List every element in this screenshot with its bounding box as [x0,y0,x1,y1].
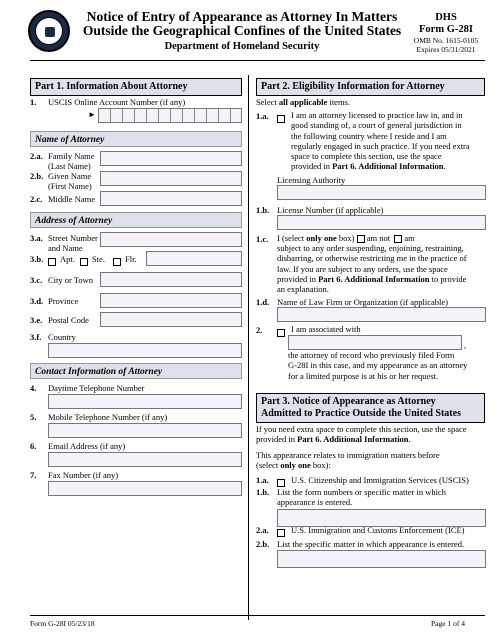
p2-q2-line2: the attorney of record who previously filed Form [288,350,455,360]
part3-intro-line1: If you need extra space to complete this section, use the space [256,424,467,434]
licensed-attorney-checkbox[interactable] [277,110,285,128]
ice-checkbox-box[interactable] [277,529,285,537]
p2-q1c-line1 [277,233,486,243]
q3c-number: 3.c. [30,275,43,285]
form-id: Form G-28I [419,24,473,35]
part2-intro [256,97,350,107]
p2-q1c-line4: law. If you are subject to any orders, use the space [277,263,448,274]
q3a-label [48,233,98,253]
q5-label: Mobile Telephone Number (if any) [48,412,168,422]
part1-header: Part 1. Information About Attorney [30,78,242,96]
q3f-label: Country [48,332,76,342]
q1-label: USCIS Online Account Number (if any) [48,97,186,107]
q4-label: Daytime Telephone Number [48,383,145,393]
q6-label: Email Address (if any) [48,441,126,451]
unit-number-input[interactable] [146,251,242,266]
part3-intro-2 [256,450,488,471]
am-not-checkbox[interactable] [357,235,365,243]
ice-label: U.S. Immigration and Customs Enforcement (ICE) [291,525,465,535]
fax-input[interactable] [48,481,242,496]
flr-checkbox-box[interactable] [113,258,121,266]
omb-info [405,36,487,54]
p2-q1a-line1: I am an attorney licensed to practice law in, and in [291,110,463,120]
column-divider [248,75,249,620]
part3-intro2-bold: Part 6. Additional Information [297,434,409,445]
q2a-label-line2: (Last Name) [48,161,91,171]
q3d-label: Province [48,296,79,306]
p2-q1a-line5: space to complete this section, use the space [291,151,442,162]
uscis-account-input[interactable] [98,108,242,123]
footer-divider [30,615,485,616]
p2-q1c-post: box) [336,233,355,243]
city-input[interactable] [100,272,242,287]
q2a-label-line1: Family Name [48,151,95,161]
license-number-input[interactable] [277,215,486,230]
flr-checkbox[interactable] [113,253,121,271]
q3a-label-line2: and Name [48,243,83,253]
licensing-authority-input[interactable] [277,185,486,200]
p2-q1c-line3: disbarring, or otherwise restricting me in the practice of [277,253,467,264]
p2-q1c-bold: only one [306,233,337,243]
dhs-seal-icon [28,10,70,52]
am-checkbox[interactable] [394,235,402,243]
p2-q1c-line5-post: to provide [429,273,467,284]
ice-matter-input[interactable] [277,550,486,568]
p3-q1b-line2: appearance is entered. [277,497,353,507]
p2-q1a-line3: the following country where I reside and I am [291,130,447,141]
part3-intro4-bold: only one [280,460,311,471]
q2b-number: 2.b. [30,171,44,181]
part2-intro-pre: Select [256,97,279,107]
q3d-number: 3.d. [30,296,44,306]
p2-q1a-line4: regularly engaged in such practice. If you need extra [291,140,470,151]
given-name-input[interactable] [100,171,242,186]
q2c-label: Middle Name [48,194,95,204]
middle-name-input[interactable] [100,191,242,206]
part2-intro-bold: all applicable [278,97,328,107]
p3-q1b-label [277,487,446,507]
p2-q1a-line6 [291,161,486,171]
province-input[interactable] [100,293,242,308]
ste-label: Ste. [92,254,105,264]
am-not-label: am not [366,233,391,243]
apt-checkbox[interactable] [48,253,56,271]
p2-q1d-number: 1.d. [256,297,270,307]
p3-q2b-number: 2.b. [256,539,270,549]
postal-code-input[interactable] [100,312,242,327]
p2-q1c-pre: I (select [277,233,307,243]
q5-number: 5. [30,412,37,422]
ice-matter-label: List the specific matter in which appearance is entered. [277,539,465,549]
q4-number: 4. [30,383,37,393]
arrow-icon: ► [88,110,96,119]
q3c-label: City or Town [48,275,94,285]
p2-q2-text [288,350,488,381]
p2-q1c-line5 [277,274,486,284]
q7-label: Fax Number (if any) [48,470,119,480]
ste-checkbox-box[interactable] [80,258,88,266]
q3a-label-line1: Street Number [48,233,98,243]
family-name-input[interactable] [100,151,242,166]
p2-q2-line4: for a limited purpose is at his or her request. [288,370,439,381]
part3-intro4-pre: (select [256,460,281,471]
law-firm-input[interactable] [277,307,486,322]
name-section-header: Name of Attorney [30,131,242,147]
footer-form-edition: Form G-28I 05/23/18 [30,619,95,628]
q6-number: 6. [30,441,37,451]
p2-q1c-number: 1.c. [256,234,269,244]
associated-checkbox[interactable] [277,324,285,342]
street-input[interactable] [100,232,242,247]
department-name: Department of Homeland Security [164,41,320,52]
title-line-1: Notice of Entry of Appearance as Attorney In Matters [86,9,398,24]
part3-intro-line2 [256,434,488,444]
part2-header: Part 2. Eligibility Information for Attorney [256,78,485,96]
p2-q1a-number: 1.a. [256,111,269,121]
law-firm-label: Name of Law Firm or Organization (if applicable) [277,297,448,307]
licensing-authority-label: Licensing Authority [277,175,346,185]
apt-label: Apt. [60,254,75,264]
q3e-label: Postal Code [48,315,89,325]
title-line-2: Outside the Geographical Confines of the United States [82,23,402,38]
attorney-of-record-input[interactable] [288,335,462,350]
p2-q1a-line2: good standing of, a court of general jurisdiction in [291,120,462,131]
expiration-date: Expires 05/31/2021 [416,45,476,54]
license-number-label: License Number (if applicable) [277,205,384,215]
part3-intro2-post: . [408,434,411,445]
address-section-header: Address of Attorney [30,212,242,228]
am-label: am [404,233,415,243]
q2b-label [48,171,92,191]
p3-q1b-line1: List the form numbers or specific matter in which [277,487,447,497]
p2-q1a-line6-pre: provided in [291,161,333,172]
part3-intro4-post: box): [310,460,331,471]
q3f-number: 3.f. [30,332,42,342]
p2-q1a-line6-bold: Part 6. Additional Information [332,161,444,172]
q7-number: 7. [30,470,37,480]
contact-section-header: Contact Information of Attorney [30,363,242,379]
email-input[interactable] [48,452,242,467]
q2b-label-line1: Given Name [48,171,92,181]
q3e-number: 3.e. [30,315,43,325]
q2c-number: 2.c. [30,194,43,204]
q1-number: 1. [30,97,37,107]
part3-intro-line4 [256,460,488,470]
p3-q1a-number: 1.a. [256,475,269,485]
part3-title-line2: Admitted to Practice Outside the United States [261,408,461,419]
p2-q2-line3: G-28I in this case, and my appearance as an attorney [288,360,468,371]
p2-q1c-line6: an explanation. [277,284,329,295]
flr-label: Flr. [125,254,137,264]
p3-q2a-number: 2.a. [256,525,269,535]
header-divider [30,60,485,61]
p2-q1a-text [291,110,486,172]
apt-checkbox-box[interactable] [48,258,56,266]
omb-number: OMB No. 1615-0105 [413,36,479,45]
p3-q1b-number: 1.b. [256,487,270,497]
q2b-label-line2: (First Name) [48,181,92,191]
daytime-phone-input[interactable] [48,394,242,409]
p2-q1c-line5-pre: provided in [277,273,319,284]
mobile-phone-input[interactable] [48,423,242,438]
ste-checkbox[interactable] [80,253,88,271]
form-identifier [405,12,487,36]
q3a-number: 3.a. [30,233,43,243]
p2-q1c-line2: subject to any order suspending, enjoining, restraining, [277,243,464,253]
part3-intro2-pre: provided in [256,434,298,445]
part2-intro-post: items. [327,97,350,107]
country-input[interactable] [48,343,242,358]
p2-q1c-line5-bold: Part 6. Additional Information [318,273,430,284]
uscis-label: U.S. Citizenship and Immigration Services (USCIS) [291,475,469,485]
associated-checkbox-box[interactable] [277,329,285,337]
q3b-number: 3.b. [30,254,44,264]
q2a-label [48,151,95,171]
comma-text: , [464,340,467,350]
q2a-number: 2.a. [30,151,43,161]
part3-title-line1: Part 3. Notice of Appearance as Attorney [261,396,436,407]
agency-label: DHS [435,12,457,23]
part3-intro-line3: This appearance relates to immigration matters before [256,450,440,460]
p2-q1c-text [277,243,486,294]
form-title [82,10,402,38]
associated-label: I am associated with [291,324,361,334]
p2-q2-number: 2. [256,325,263,335]
footer-page-number: Page 1 of 4 [431,619,465,628]
p2-q1b-number: 1.b. [256,205,270,215]
p2-q1a-line6-post: . [443,161,446,172]
part3-header [256,393,485,423]
part3-intro [256,424,488,445]
licensed-attorney-checkbox-box[interactable] [277,115,285,123]
